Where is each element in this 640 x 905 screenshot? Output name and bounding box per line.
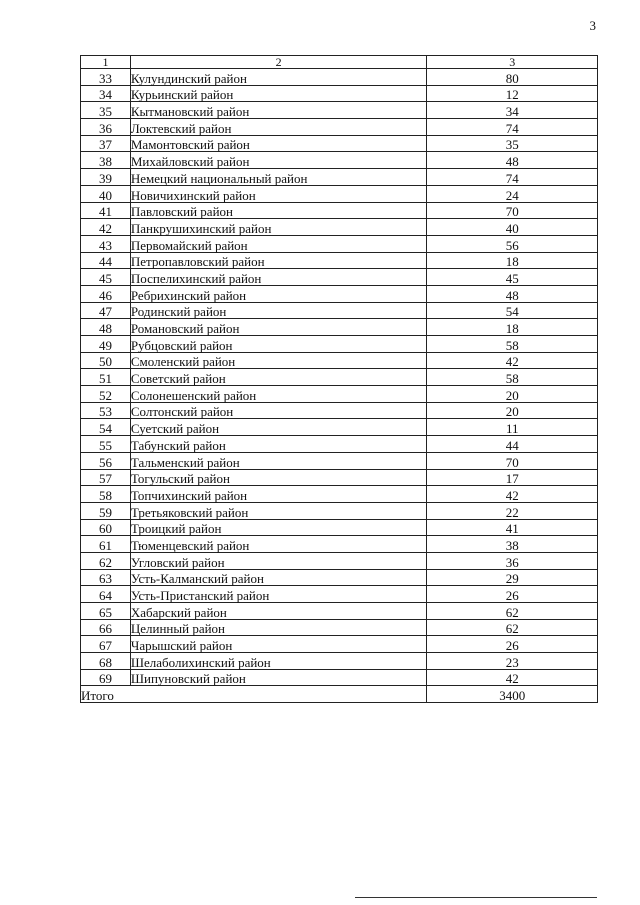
district-value: 26 (427, 636, 598, 653)
table-row (81, 436, 598, 453)
district-name: Третьяковский район (130, 502, 427, 519)
district-value: 24 (427, 185, 598, 202)
table-row (81, 586, 598, 603)
district-value: 17 (427, 469, 598, 486)
row-number: 59 (81, 502, 131, 519)
table-row (81, 119, 598, 136)
district-value: 80 (427, 69, 598, 86)
district-name: Усть-Калманский район (130, 569, 427, 586)
row-number: 41 (81, 202, 131, 219)
district-name: Родинский район (130, 302, 427, 319)
district-table (80, 55, 598, 703)
district-value: 36 (427, 552, 598, 569)
district-name: Угловский район (130, 552, 427, 569)
district-name: Шипуновский район (130, 669, 427, 686)
district-name: Тюменцевский район (130, 536, 427, 553)
row-number: 63 (81, 569, 131, 586)
district-value: 70 (427, 202, 598, 219)
district-value: 58 (427, 336, 598, 353)
district-value: 34 (427, 102, 598, 119)
header-cell-name: 2 (130, 56, 427, 69)
table-row (81, 603, 598, 620)
row-number: 47 (81, 302, 131, 319)
row-number: 69 (81, 669, 131, 686)
row-number: 46 (81, 285, 131, 302)
district-value: 56 (427, 235, 598, 252)
row-number: 58 (81, 486, 131, 503)
district-name: Топчихинский район (130, 486, 427, 503)
table-row (81, 619, 598, 636)
district-value: 48 (427, 285, 598, 302)
district-value: 40 (427, 219, 598, 236)
district-name: Табунский район (130, 436, 427, 453)
table-row (81, 569, 598, 586)
district-name: Чарышский район (130, 636, 427, 653)
district-name: Солонешенский район (130, 386, 427, 403)
district-name: Советский район (130, 369, 427, 386)
row-number: 61 (81, 536, 131, 553)
row-number: 38 (81, 152, 131, 169)
row-number: 45 (81, 269, 131, 286)
district-name: Локтевский район (130, 119, 427, 136)
table-body (81, 56, 598, 703)
row-number: 50 (81, 352, 131, 369)
district-name: Романовский район (130, 319, 427, 336)
row-number: 33 (81, 69, 131, 86)
district-value: 26 (427, 586, 598, 603)
district-name: Солтонский район (130, 402, 427, 419)
table-row (81, 319, 598, 336)
district-value: 20 (427, 386, 598, 403)
district-name: Суетский район (130, 419, 427, 436)
table-row (81, 653, 598, 670)
district-value: 20 (427, 402, 598, 419)
table-row (81, 85, 598, 102)
row-number: 48 (81, 319, 131, 336)
district-name: Усть-Пристанский район (130, 586, 427, 603)
total-value: 3400 (427, 686, 598, 703)
district-value: 45 (427, 269, 598, 286)
table-row (81, 302, 598, 319)
header-cell-number: 1 (81, 56, 131, 69)
row-number: 42 (81, 219, 131, 236)
row-number: 57 (81, 469, 131, 486)
table-row (81, 69, 598, 86)
table-row (81, 536, 598, 553)
row-number: 39 (81, 169, 131, 186)
row-number: 67 (81, 636, 131, 653)
district-name: Кытмановский район (130, 102, 427, 119)
row-number: 44 (81, 252, 131, 269)
row-number: 64 (81, 586, 131, 603)
table-row (81, 469, 598, 486)
row-number: 60 (81, 519, 131, 536)
table-row (81, 502, 598, 519)
header-row (81, 56, 598, 69)
table-row (81, 636, 598, 653)
district-value: 29 (427, 569, 598, 586)
district-name: Троицкий район (130, 519, 427, 536)
table-row (81, 169, 598, 186)
district-name: Первомайский район (130, 235, 427, 252)
page-number: 3 (589, 18, 596, 33)
table-row (81, 135, 598, 152)
table-row (81, 486, 598, 503)
table-row (81, 386, 598, 403)
table-row (81, 235, 598, 252)
district-name: Мамонтовский район (130, 135, 427, 152)
district-name: Тогульский район (130, 469, 427, 486)
district-value: 18 (427, 252, 598, 269)
table-row (81, 669, 598, 686)
district-value: 62 (427, 603, 598, 620)
table-row (81, 519, 598, 536)
row-number: 51 (81, 369, 131, 386)
table-row (81, 352, 598, 369)
row-number: 66 (81, 619, 131, 636)
table-row (81, 552, 598, 569)
table-row (81, 336, 598, 353)
row-number: 43 (81, 235, 131, 252)
table-row (81, 102, 598, 119)
district-name: Ребрихинский район (130, 285, 427, 302)
row-number: 34 (81, 85, 131, 102)
table-row (81, 369, 598, 386)
row-number: 56 (81, 452, 131, 469)
footer-rule (355, 897, 597, 898)
total-label: Итого (81, 686, 427, 703)
row-number: 53 (81, 402, 131, 419)
district-value: 48 (427, 152, 598, 169)
district-name: Михайловский район (130, 152, 427, 169)
row-number: 65 (81, 603, 131, 620)
row-number: 36 (81, 119, 131, 136)
district-name: Рубцовский район (130, 336, 427, 353)
district-value: 58 (427, 369, 598, 386)
district-value: 22 (427, 502, 598, 519)
table-row (81, 219, 598, 236)
district-name: Шелаболихинский район (130, 653, 427, 670)
header-cell-value: 3 (427, 56, 598, 69)
district-name: Поспелихинский район (130, 269, 427, 286)
district-value: 54 (427, 302, 598, 319)
row-number: 68 (81, 653, 131, 670)
district-name: Смоленский район (130, 352, 427, 369)
row-number: 55 (81, 436, 131, 453)
district-name: Павловский район (130, 202, 427, 219)
table-row (81, 185, 598, 202)
table-row (81, 252, 598, 269)
district-value: 74 (427, 119, 598, 136)
district-name: Панкрушихинский район (130, 219, 427, 236)
district-value: 18 (427, 319, 598, 336)
table-row (81, 452, 598, 469)
table-row (81, 402, 598, 419)
total-row (81, 686, 598, 703)
district-value: 44 (427, 436, 598, 453)
district-name: Немецкий национальный район (130, 169, 427, 186)
row-number: 62 (81, 552, 131, 569)
district-name: Хабарский район (130, 603, 427, 620)
row-number: 54 (81, 419, 131, 436)
row-number: 35 (81, 102, 131, 119)
row-number: 49 (81, 336, 131, 353)
district-name: Петропавловский район (130, 252, 427, 269)
district-value: 38 (427, 536, 598, 553)
table-row (81, 285, 598, 302)
district-name: Тальменский район (130, 452, 427, 469)
district-name: Целинный район (130, 619, 427, 636)
district-value: 62 (427, 619, 598, 636)
district-value: 74 (427, 169, 598, 186)
district-value: 42 (427, 486, 598, 503)
row-number: 37 (81, 135, 131, 152)
district-value: 41 (427, 519, 598, 536)
table-row (81, 269, 598, 286)
district-value: 42 (427, 669, 598, 686)
district-value: 12 (427, 85, 598, 102)
district-value: 35 (427, 135, 598, 152)
row-number: 52 (81, 386, 131, 403)
table-row (81, 419, 598, 436)
district-value: 42 (427, 352, 598, 369)
district-name: Курьинский район (130, 85, 427, 102)
district-value: 70 (427, 452, 598, 469)
table-row (81, 152, 598, 169)
district-value: 23 (427, 653, 598, 670)
row-number: 40 (81, 185, 131, 202)
table-row (81, 202, 598, 219)
district-value: 11 (427, 419, 598, 436)
district-name: Кулундинский район (130, 69, 427, 86)
district-name: Новичихинский район (130, 185, 427, 202)
